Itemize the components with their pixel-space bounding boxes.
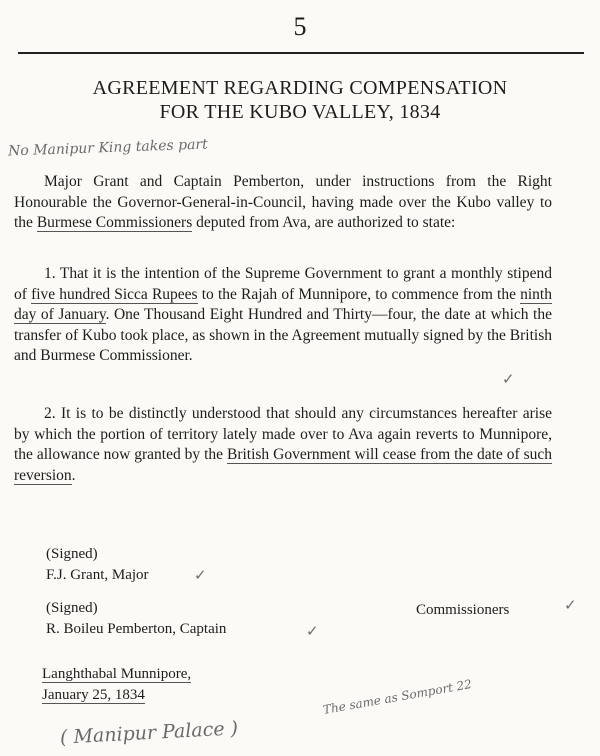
title-line-2: FOR THE KUBO VALLEY, 1834 bbox=[159, 101, 441, 123]
document-title bbox=[0, 76, 600, 124]
commissioners-label: Commissioners bbox=[416, 602, 510, 618]
handwritten-note-top: No Manipur King takes part bbox=[7, 136, 209, 160]
check-mark: ✓ bbox=[306, 622, 319, 640]
paragraph-clause-1: 1. That it is the intention of the Supreme Government to grant a monthly stipend of five hundred Sicca Rupees to the Rajah of Munnipore, to commence from the ninth day of January. One Thousand Eight Hundred and Thirty—four, the date at which the transfer of Kubo took place, as shown in the Agreement mutually signed by the British and Burmese Commissioner. bbox=[14, 265, 552, 365]
underlined-phrase: ninth day of January bbox=[14, 285, 552, 324]
check-mark: ✓ bbox=[564, 596, 577, 614]
header-rule bbox=[18, 52, 584, 54]
signature-block-grant bbox=[46, 544, 149, 586]
signatory-name: R. Boileu Pemberton, Captain bbox=[46, 621, 227, 637]
place-name: Langhthabal Munnipore, bbox=[42, 666, 192, 682]
handwritten-note-bottom-left: ( Manipur Palace ) bbox=[59, 717, 239, 749]
underlined-phrase: Burmese Commissioners bbox=[36, 214, 193, 232]
handwritten-note-bottom-right: The same as Somport 22 bbox=[321, 677, 473, 717]
underlined-phrase: five hundred Sicca Rupees bbox=[31, 285, 198, 303]
place-date-block bbox=[42, 664, 191, 706]
paragraph-intro: Major Grant and Captain Pemberton, under instructions from the Right Honourable the Governor-General-in-Council, having made over the Kubo valley to the Burmese Commissioners deputed from Ava, are authorized to state: bbox=[14, 173, 552, 232]
underlined-phrase: British Government will cease from the date of such reversion bbox=[14, 446, 553, 484]
document-date: January 25, 1834 bbox=[42, 687, 145, 703]
signatory-name: F.J. Grant, Major bbox=[46, 567, 149, 583]
paragraph-clause-2: 2. It is to be distinctly understood that should any circumstances hereafter arise by which the portion of territory lately made over to Ava again reverts to Munnipore, the allowance now granted by the British Government will cease from the date of such reversion. bbox=[14, 405, 553, 484]
check-mark: ✓ bbox=[194, 566, 207, 584]
signed-label: (Signed) bbox=[46, 600, 98, 616]
signed-label: (Signed) bbox=[46, 546, 98, 562]
title-line-1: AGREEMENT REGARDING COMPENSATION bbox=[92, 77, 508, 99]
signature-block-pemberton bbox=[46, 598, 226, 640]
check-mark: ✓ bbox=[502, 370, 515, 388]
page-number: 5 bbox=[293, 12, 307, 41]
